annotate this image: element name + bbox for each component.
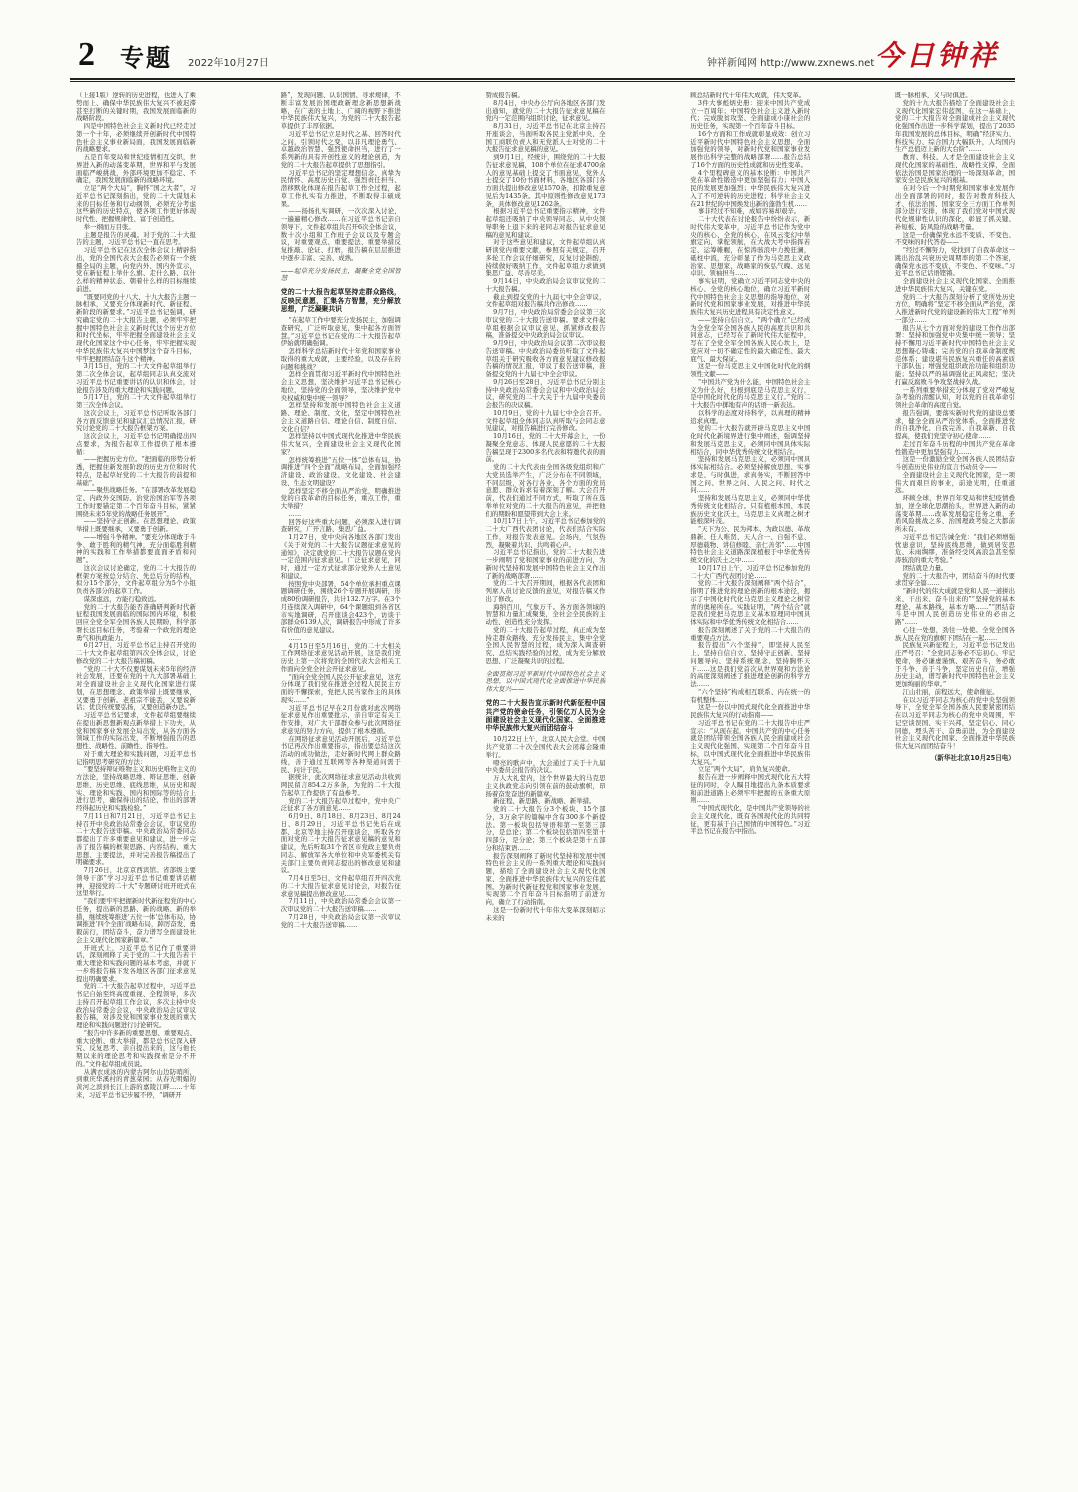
article-paragraph: 既一脉相承，又与时俱进。 — [895, 92, 972, 99]
article-paragraph: 6月27日，习近平总书记主持召开党的二十大文件起草组第四次全体会议，讨论修改党的二十大报告稿初稿。 — [76, 641, 196, 665]
article-paragraph: 9月9日，中央政治局会议第二次审议报告送审稿。中央政治局委员听取了文件起草组关于研究吸收各方面意见建议修改报告稿的情况汇报，审议了报告送审稿，准备提交党的十九届七中全会审议。 — [485, 339, 606, 378]
article-paragraph: “经过不懈努力，党找到了自我革命这一跳出治乱兴衰历史周期率的第二个答案，确保党永远不变质、不变色、不变味。”习近平总书记话语铿锵。 — [895, 246, 1015, 278]
article-paragraph: ——坚持守正创新。在思想理论、政策举措上既要继承，又要勇于创新。 — [76, 517, 196, 533]
article-paragraph: 海纳百川，气象万千。各方面各领域的智慧和力量汇成聚集，全社会全民族的主动性、创造性充分发挥。 — [485, 602, 606, 626]
article-paragraph: 10月9日，党的十九届七中全会召开。文件起草组全体同志认真听取与会同志意见建议，对报告稿进行完善修改。 — [485, 408, 606, 433]
article-paragraph: 在对今后一个时期党和国家事业发展作出全面部署的同时，报告对教育科技人才、依法治国、国家安全三方面工作单列部分进行安排，体现了我们党对中国式现代化规律性认识的深化，彰显了抓关键、补短板、防风险的战略考量。 — [895, 184, 1015, 231]
article-paragraph: 顾总结新时代十年伟大成就，伟大变革。 — [690, 92, 806, 99]
article-paragraph: 一系列重要举措充分体现了党对严峻复杂考验的清醒认知，对以党的自我革命引领社会革命的高度自觉。 — [895, 385, 1015, 409]
article-paragraph: 怎样科学总结新时代十年党和国家事业取得的重大成就，主要经验，以及存在的问题和挑战？ — [280, 347, 401, 371]
page-header — [70, 36, 1015, 74]
article-paragraph: “中国式现代化，是中国共产党领导的社会主义现代化，既有各国现代化的共同特征，更有基于自己国情的中国特色。”习近平总书记在报告中指出。 — [690, 804, 811, 836]
article-paragraph: 党的二十大报告起草过程中，习近平总书记自始至终高度重视、全程领导，多次主持召开起草组工作会议，多次主持中央政治局常委会会议，中央政治局会议审议报告稿，对涉及党和国家事业发展的重大理论和实践问题进行讨论研究。 — [76, 982, 196, 1029]
article-paragraph: 党的二十大报告中，团结奋斗的时代要求贯穿全篇…… — [895, 571, 1015, 588]
article-paragraph: 举一纲而万目张。 — [83, 222, 135, 231]
article-paragraph: 习近平总书记要求，文件起草组要继续在提出新思想新观点新举措上下功夫，从党和国家事业发展全局出发，从各方面各领域工作的实际出发，不断增强报告的思想性、战略性、前瞻性、指导性。 — [76, 711, 196, 750]
article-paragraph: 这是一份确保党永远不变质、不变色、不变味的时代答卷—— — [895, 230, 1015, 247]
issue-date: 2022年10月27日 — [188, 58, 269, 69]
article-paragraph: 走过百年奋斗历程的中国共产党在革命性锻造中更加坚强有力…… — [895, 439, 1015, 456]
section-title: 专题 — [120, 44, 172, 72]
byline-credit: （新华社北京10月25日电） — [930, 753, 1015, 762]
article-paragraph: 报告深刻阐释了新时代坚持和发展中国特色社会主义的一系列重大理论和实践问题，描绘了全面建设社会主义现代化国家、全面推进中华民族伟大复兴的宏伟蓝图。为新时代新征程党和国家事业发展，实现第二个百年奋斗目标指明了前进方向，确立了行动指南。 — [485, 851, 606, 907]
article-paragraph: 党的二十大召开期间，根据各代表团和列席人员讨论反馈的意见，对报告稿又作出了修改。 — [485, 579, 606, 603]
article-paragraph: “六个坚持”构成相互联系、内在统一的有机整体…… — [690, 687, 811, 704]
article-paragraph: 习近平总书记早在2月份就对此次网络征求意见作出重要批示，亲自审定有关工作安排，对广大干部群众参与此次网络征求意见的努力方向，提供了根本遵循。 — [280, 703, 401, 735]
article-column-3 — [486, 92, 606, 1467]
article-paragraph: 报告深刻阐述了关于党的二十大报告的重要观点方法。 — [690, 625, 811, 642]
article-paragraph: 7月26日，北京京西宾馆。省部级主要领导干部“学习习近平总书记重要讲话精神，迎接党的二十大”专题研讨班开班式在这里举行。 — [76, 866, 196, 898]
article-paragraph: 立足“两个大局”，肩负复兴使命。 — [697, 765, 794, 774]
article-paragraph: 事实证明，党确立习近平同志党中央的核心、全党的核心地位，确立习近平新时代中国特色社会主义思想的指导地位，对新时代党和国家事业发展，对推进中华民族伟大复兴历史进程具有决定性意义。 — [690, 277, 811, 316]
article-paragraph: 报告在进一步阐释中国式现代化五大特征的同时，令人瞩目地提出九条本质要求和前进道路上必须牢牢把握的五条重大原则…… — [690, 773, 811, 805]
article-paragraph: 主题是报告的灵魂。对于党的二十大报告的主题，习近平总书记一直在思考。 — [76, 230, 196, 247]
article-paragraph: 报告提出“六个坚持”，即坚持人民至上、坚持自信自立、坚持守正创新、坚持问题导向、坚持系统观念、坚持胸怀天下……这是我们党首次从世界观和方法论的高度深刻阐述了推进理论创新的科学方法…… — [690, 641, 811, 688]
article-paragraph: “面向全党全国人民公开征求意见，这充分体现了我们党在推进全过程人民民主方面的不懈探索，党把人民当家作主的具体现实……” — [280, 672, 401, 704]
article-paragraph: “新时代的伟大成就是党和人民一道拼出来、干出来、奋斗出来的”“坚持党的基本理论、基本路线、基本方略……”“团结奋斗是中国人民创造历史伟业的必由之路”…… — [895, 587, 1015, 626]
section-subheading: 党的二十大报告宣示新时代新征程中国共产党的使命任务，引领亿万人民为全面建设社会主义现代化国家、全面推进中华民族伟大复兴而团结奋斗 — [485, 699, 606, 733]
article-paragraph: 据统计，此次网络征求意见活动共收到网民留言854.2万多条，为党的二十大报告起草工作提供了有益参考。 — [280, 773, 401, 797]
article-paragraph: 在以习近平同志为核心的党中央坚强领导下，全党全军全国各族人民要紧密团结在以习近平同志为核心的党中央周围，牢记空谈误国、实干兴邦，坚定信心、同心同德，埋头苦干、奋勇前进，为全面建设社会主义现代化国家、全面推进中华民族伟大复兴而团结奋斗！ — [895, 695, 1015, 750]
article-paragraph: 16个方面和工作成就彰显成效：创立习近平新时代中国特色社会主义思想，全面加强党的领导，对新时代党和国家事业发展作出科学完整的战略部署……报告总结了16个方面的历史性成就和历史性变革。 — [690, 129, 811, 169]
article-paragraph: 开班式上，习近平总书记作了重要讲话，深刻阐释了关于党的二十大报告若干重大理论和实践问题的基本考虑，并就下一步将报告稿下发各地区各部门征求意见提出明确要求。 — [76, 943, 196, 983]
article-paragraph: 立足“两个大局”，胸怀“国之大者”，习近平总书记深刻指出，党的二十大谋划未来的目标任务和行动纲领，必须充分考虑这些新的历史特点，使各项工作更好体现时代性、把握规律性、富于创造性。 — [76, 184, 196, 223]
article-paragraph: “既要同党的十八大、十九大报告主题一脉相承，又要充分体现新时代、新征程、新阶段的新要求。”习近平总书记强调，研究确定党的二十大报告主题，必须牢牢把握中国特色社会主义新时代这个历史方位和时代坐标，牢牢把握全面建设社会主义现代化国家这个中心任务，牢牢把握实现中华民族伟大复兴中国梦这个奋斗目标，牢牢把握团结奋斗这个精神。 — [76, 292, 196, 363]
article-paragraph: 全面建设社会主义现代化国家，是一项伟大而艰巨的事业，前途光明，任重道远。 — [895, 470, 1015, 495]
article-paragraph: 4个里程碑意义的基本论断：中国共产党在革命性锻造中更加坚强有力；中国人民的发展更加强烈；中华民族伟大复兴进入了不可逆转的历史进程；科学社会主义在21世纪的中国焕发出新的蓬勃生机…… — [690, 168, 811, 208]
article-paragraph: 报告强调，要落实新时代党的建设总要求，健全全面从严治党体系，全面推进党的自我净化、自我完善、自我革新、自我提高，使我们党坚守初心使命…… — [895, 408, 1015, 440]
article-paragraph: 教育、科技、人才是全面建设社会主义现代化国家的基础性、战略性支撑，全面依法治国是国家治理的一场深刻革命，国家安全是民族复兴的根基。 — [895, 153, 1015, 185]
article-paragraph: 1月27日，党中央向各地区各部门发出《关于对党的二十大报告议题征求意见的通知》，决定就党的二十大报告议题在党内一定范围内征求意见。广泛征求意见，同时，通过一定方式征求部分党外人士意见和建议。 — [280, 533, 401, 580]
article-paragraph: 3月15日，党的二十大文件起草组举行第二次全体会议，起草组同志认真交流对习近平总书记重要讲话的认识和体会，讨论报告涉及的重大理论和实践问题。 — [76, 362, 196, 394]
article-paragraph: 到9月1日，经统计，围绕党的二十大报告征求意见稿，108个单位在征求4700余人的意见基础上提交了书面意见，党外人士提交了10份书面材料，各地区各部门各方面共提出修改意见1570条，扣除重复意见后为1435条。其中原则性修改意见173条，具体修改意见1262条。 — [485, 153, 606, 208]
article-paragraph: 事非经过不知难，成如容易却艰辛。 — [697, 207, 801, 216]
article-paragraph: 心往一处想，劲往一处使。全党全国各族人民在党的旗帜下团结在一起…… — [895, 625, 1015, 642]
article-paragraph: 环顾全球，世界百年变局和世纪疫情叠加，逆全球化思潮抬头，世界进入新的动荡变革期……改革发展稳定任务之重、矛盾风险挑战之多、治国理政考验之大都前所未有。 — [895, 494, 1015, 533]
article-paragraph: 9月14日，中央政治局会议审议党的二十大报告稿。 — [485, 277, 606, 293]
article-paragraph: 路”，发现问题、认识国情、寻求规律，不断丰富发展治国理政新理念新思想新战略，在广袤的土地上、广阔的视野下推进中华民族伟大复兴，为党的二十大报告起草提供了丰厚依据。 — [280, 92, 401, 130]
article-paragraph: 怎样全面贯彻习近平新时代中国特色社会主义思想，坚决维护习近平总书记核心地位，坚持党的全面领导，坚决维护党中央权威和集中统一领导？ — [280, 370, 401, 402]
article-paragraph: 怎样坚持和发展中国特色社会主义道路、理论、制度、文化，坚定中国特色社会主义道路自信、理论自信、制度自信、文化自信？ — [280, 401, 401, 433]
article-paragraph: 党的二十大报告就开辟马克思主义中国化时代化新境界进行集中阐述，强调坚持和发展马克思主义，必须同中国具体实际相结合，同中华优秀传统文化相结合。 — [690, 424, 811, 456]
article-paragraph: “我们要牢牢把握新时代新征程党的中心任务，提出新的思路、新的战略、新的举措，继续统筹推进‘五位一体’总体布局，协调推进‘四个全面’战略布局，踔厉奋发、勇毅前行，团结奋斗，奋力谱写全面建设社会主义现代化国家新篇章。” — [76, 897, 196, 944]
article-paragraph: 以科学的态度对待科学，以真理的精神追求真理。 — [690, 408, 811, 425]
article-paragraph: 10月17日上午，习近平总书记参加党的二十大广西代表团讨论…… — [690, 563, 811, 580]
article-column-5 — [895, 92, 1015, 1467]
article-paragraph: “在起草工作中要充分发扬民主，加强调查研究，广泛听取意见，集中起各方面智慧。”习近平总书记在党的二十大报告起草伊始就明确强调。 — [280, 316, 401, 348]
article-paragraph: 根据习近平总书记重要指示精神，文件起草组还吸纳了中央领导同志、从中央领导职务上退下来的老同志对报告征求意见稿的意见和建议。 — [485, 207, 606, 239]
article-paragraph: 全面建设社会主义现代化国家、全面推进中华民族伟大复兴，关键在党。 — [895, 277, 1015, 293]
article-paragraph: 怎样坚持以中国式现代化推进中华民族伟大复兴，全面建设社会主义现代化国家？ — [280, 432, 401, 456]
article-paragraph: 党的二十大报告分3个板块、15个部分，3万余字的篇幅中含有300多个新提法。第一板块包括导语和第一至第三部分，是总论；第二个板块包括第四至第十四部分，是分论；第三个板块是第十五部分和结束语…… — [485, 805, 606, 852]
article-paragraph: 对于重大理论和实践问题，习近平总书记指明思考研究的方法： — [76, 749, 196, 766]
article-paragraph: 怎样统筹推进“五位一体”总体布局，协调推进“四个全面”战略布局，全面加强经济建设、政治建设、文化建设、社会建设、生态文明建设？ — [280, 455, 401, 487]
article-paragraph: ——聚焦战略任务。“在部署改革发展稳定、内政外交国防、治党治国治军等各项工作时要锚定第二个百年奋斗目标，紧紧围绕未来5年党的战略任务展开”。 — [76, 486, 196, 518]
section-subheading: 党的二十大报告起草坚持走群众路线，反映民意愿，汇集各方智慧，充分解放思想，广泛凝聚共识 — [280, 288, 401, 313]
article-paragraph: 5月17日，党的二十大文件起草组举行第三次全体会议。 — [76, 393, 196, 409]
article-paragraph: 嘹亮的歌声中，大会通过了关于十九届中央委员会报告的决议。 — [485, 758, 606, 775]
article-paragraph: 习近平总书记告诫全党：“我们必须增强忧患意识，坚持底线思维，做到居安思危、未雨绸缪，准备经受风高浪急甚至惊涛骇浪的重大考验。” — [895, 532, 1015, 564]
article-paragraph: 习近平总书记的坚定理想信念、真挚为民情怀、高度历史自觉、强烈责任担当、潜移默化体现在报告起草工作全过程，起草工作扎实有力推进，不断取得丰硕成果。 — [280, 168, 401, 208]
article-paragraph: 7月28日，中央政治局会议第一次审议党的二十大报告送审稿…… — [280, 912, 401, 929]
article-paragraph: 8月4日，中央办公厅向各地区各部门发出通知，就党的二十大报告征求意见稿在党内一定范围内组织讨论，征求意见。 — [485, 98, 606, 123]
article-paragraph: 二十大代表在讨论报告中纷纷表示，新时代伟大变革中，习近平总书记作为党中央的核心、全党的核心，在风云变幻中举旗定向、掌舵领航，在大战大考中指挥若定、运筹帷幄，在惊涛骇浪中力挽狂澜，砥柱中流，充分彰显了作为马克思主义政治家、思想家、战略家的恢弘气魄、远见卓识、领袖担当…… — [690, 215, 811, 278]
article-column-2 — [281, 92, 401, 1467]
article-column-1 — [76, 92, 196, 1467]
article-paragraph: 9月7日，中央政治局常委会会议第三次审议党的二十大报告送审稿。要求文件起草组根据会议审议意见，抓紧修改报告稿，准备提交中央政治局会议审议。 — [485, 308, 606, 340]
article-paragraph: 7月4日至5日，文件起草组召开四次党的二十大报告征求意见讨论会，对报告征求意见稿提出修改意见…… — [280, 874, 401, 898]
article-paragraph: 这次会议上，习近平总书记听取各部门各方面反馈意见和建议汇总情况汇报，研究讨论党的二十大报告框架方案。 — [76, 408, 196, 433]
section-kicker: 全面贯彻习近平新时代中国特色社会主义思想，以中国式现代化全面推进中华民族伟大复兴—— — [485, 669, 606, 694]
article-paragraph: 民族复兴新征程上，习近平总书记发出庄严号召：“全党同志务必不忘初心、牢记使命，务必谦虚谨慎、艰苦奋斗，务必敢于斗争、善于斗争，坚定历史自信，增强历史主动，谱写新时代中国特色社会主义更加绚丽的华章。” — [895, 641, 1015, 688]
article-paragraph: （上接1版）逆转的历史进程，也进入了乘势而上、确保中华民族伟大复兴不被迟滞甚至打断的关键时期，我国发展面临新的战略阶段。 — [76, 92, 196, 123]
article-paragraph: 按照党中央部署，54个单位承担重点课题调研任务，围绕26个专题开展调研，形成80份调研报告，共计132.7万字。在3个月连续深入调研中，64个课题组到各省区市实地调研，召开座谈会423个，访谈干部群众6139人次，调研报告中形成了许多有价值的意见建议。 — [280, 579, 401, 635]
header-rule-thin — [70, 81, 1015, 82]
article-paragraph: 10月16日，党的二十大开幕会上，一份凝聚全党意志、体现人民意愿的二十大报告稿呈现于2300多名代表和特邀代表的面前。 — [485, 432, 606, 464]
article-paragraph: 习近平总书记在党的二十大报告中庄严宣示：“从现在起，中国共产党的中心任务就是团结带领全国各族人民全面建成社会主义现代化强国、实现第二个百年奋斗目标，以中国式现代化全面推进中华民族伟大复兴。” — [690, 718, 811, 766]
article-paragraph: ——增强斗争精神。“要充分体现敢于斗争、敢于胜利的精气神，充分面临胜利精神的实践和工作举措都要直面矛盾和问题”。 — [76, 532, 196, 564]
article-paragraph: “党的二十大不仅要谋划未来5年的经济社会发展，还要在党的十九大部署基础上对全面建设社会主义现代化国家进行谋划，在思想理念、政策举措上既要继承，又要勇于创新。老祖宗不能丢，又要说新话；优良传统要弘扬，又要创造新办法。” — [76, 664, 196, 712]
article-paragraph: 党的二十大报告起草过程，真正成为坚持走群众路线、充分发扬民主、集中全党全国人民智慧的过程，成为深入调查研究、总结实践经验的过程，成为充分解放思想、广泛凝聚共识的过程。 — [485, 625, 606, 665]
article-paragraph: …… — [288, 509, 302, 518]
article-paragraph: 五是百年变局和世纪疫情相互交织，世界进入新的动荡变革期，世界和平与发展面临严峻挑战，外部环境更加不稳定、不确定，我国发展面临新的战略环境。 — [76, 153, 196, 185]
article-paragraph: 回答好这些重大问题，必须深入进行调查研究，广开言路、集思广益。 — [280, 517, 401, 534]
article-paragraph: 这次会议讨论确定，党的二十大报告的框架方案按总分结合、先总后分的结构，拟分15个部分，文件起草组分为5个小组负责各部分的起草工作。 — [76, 563, 196, 595]
article-paragraph: 9月26日至28日，习近平总书记分别主持中央政治局常委会会议和中央政治局会议，研究党的二十大关于十九届中央委员会报告的决议稿。 — [485, 377, 606, 409]
article-paragraph: 谋深虑远，方能行稳致远。 — [83, 594, 161, 603]
article-paragraph: 坚持和发展马克思主义，必须同中国具体实际相结合。必须坚持解放思想、实事求是、与时俱进，求真务实，不断回答中国之问、世界之问、人民之问、时代之问…… — [690, 455, 811, 495]
article-paragraph: ——把握历史方位。“把面临的形势分析透，把握住新发展阶段的历史方位和时代特点，是起草好党的二十大报告的前提和基础”。 — [76, 455, 196, 487]
article-paragraph: 新征程、新思路、新战略、新举措。 — [493, 797, 596, 806]
article-paragraph: 怎样坚定不移全面从严治党，明确推进党的自我革命的目标任务，重点工作，重大举措？ — [280, 486, 401, 511]
article-paragraph: “报告中许多新的重要思想、重要观点、重大论断、重大举措，都是总书记深入研究、反复思考、亲自提出来的，这与他长期以来的理论思考和实践探索是分不开的。”文件起草组成员说。 — [76, 1028, 196, 1068]
article-paragraph: 万人大礼堂内，这个世界最大的马克思主义执政党志向引领在前的鼓动旗帜，昂扬着奋发奋进的新篇章。 — [485, 774, 606, 798]
article-paragraph: 7月11日，中央政治局常委会会议第一次审议党的二十大报告送审稿…… — [280, 897, 401, 914]
article-paragraph: 党的十九大报告描绘了全面建设社会主义现代化国家宏伟蓝图，在这一基础上，党的二十大报告对全面建成社会主义现代化强国作出进一步科学谋划，提出了2035年我国发展的总体目标，明确“经济实力、科技实力、综合国力大幅跃升，人均国内生产总值迈上新的大台阶”…… — [895, 98, 1015, 154]
article-paragraph: 这次会议上，习近平总书记明确提出四点要求，为报告起草工作提供了根本遵循： — [76, 432, 196, 456]
article-paragraph: 这是一份激励全党全国各族人民团结奋斗创造历史伟业的宣言书动员令—— — [895, 455, 1015, 471]
article-paragraph: “要坚持辩证唯物主义和历史唯物主义的方法论，坚持战略思维、辩证思维、创新思维、历史思维、底线思维，从历史和现实、理论和实践、国内和国际等的结合上进行思考，确保得出的结论，作出的部署经得起历史和实践检验。” — [76, 765, 196, 812]
article-paragraph: 党的二十大报告深刻阐释“两个结合”，指明了推进党的理论创新的根本途径，揭示了中国化时代化马克思主义理论之树常青的奥秘所在。实践证明，“两个结合”就是我们党把马克思主义基本原理同中国具体实际和中华优秀传统文化相结合…… — [690, 579, 811, 626]
article-paragraph: 4月15日至5月16日，党的二十大相关工作网络征求意见活动开展，这是我们党历史上第一次将党的全国代表大会相关工作面向全党全社会开征求意见。 — [280, 641, 401, 673]
header-rule — [70, 78, 1015, 80]
article-paragraph: 习近平总书记指出，党的二十大报告进一步阐明了党和国家事业的前进方向，为新时代坚持和发展中国特色社会主义作出了新的战略部署…… — [485, 548, 606, 580]
article-paragraph: 党的二十大报告起草过程中，党中央广泛征求了各方面意见…… — [280, 796, 401, 813]
article-paragraph: “天下为公、民为邦本、为政以德、革故鼎新、任人唯贤、天人合一、自强不息、厚德载物、讲信修睦、亲仁善邻”……中国特色社会主义道路深深植根于中华优秀传统文化的沃土之中…… — [690, 525, 811, 564]
article-paragraph: 在网络征求意见活动开展后，习近平总书记再次作出重要指示，指出要总结这次活动的成功做法，走好新时代网上群众路线，善于通过互联网等各种渠道问需于民、问计于民。 — [280, 734, 401, 774]
article-paragraph: 对于这些意见和建议，文件起草组认真研读党内重要文献，参照有关规定，召开多轮工作会议仔细研究，反复讨论斟酌，持续做好吸纳工作，文件起草组力求做到集思广益、尽善尽美。 — [485, 238, 606, 278]
article-paragraph: 报告从七个方面对党的建设工作作出部署：坚持和加强党中央集中统一领导；坚持不懈用习近平新时代中国特色社会主义思想凝心铸魂；完善党的自我革命制度规范体系；建设堪当民族复兴重任的高素质干部队伍；增强党组织政治功能和组织功能；坚持以严的基调强化正风肃纪；坚决打赢反腐败斗争攻坚战持久战。 — [895, 323, 1015, 386]
article-paragraph: …… — [288, 633, 302, 642]
article-paragraph: 团结就是力量。 — [902, 563, 948, 572]
article-paragraph: 截止到提交党的十九届七中全会审议，文件起草组对报告稿共作出修改…… — [485, 292, 606, 309]
article-paragraph: 赞成报告稿。 — [485, 92, 524, 99]
article-paragraph: 习近平总书记立足时代之基、回答时代之问，引领时代之变，以非凡理论勇气、卓越政治智慧、强烈使命担当，进行了一系列新的具有开创性意义的理论创造，为党的二十大报告起草提供了思想指引。 — [280, 129, 401, 169]
article-paragraph: “中国共产党为什么能，中国特色社会主义为什么好，归根到底是马克思主义行，是中国化时代化的马克思主义行。”党的二十大报告中掷地有声的话语一新表达。 — [690, 377, 811, 409]
article-paragraph: 四是中国特色社会主义新时代已经走过第一个十年，必须继续开创新时代中国特色社会主义事业新局面，我国发展面临新的战略要求。 — [76, 122, 196, 154]
site-url: 钟祥新闻网 http://www.zxnews.net — [707, 58, 875, 69]
article-paragraph: 习近平总书记在这次全体会议上精辟指出，党的全国代表大会报告必须有一个统摄全局的主题，向党内外、国内外宣示，党在新征程上举什么旗、走什么路、以什么样的精神状态、朝着什么样的目标继续前进。 — [76, 246, 196, 293]
article-paragraph: 6月9日、8月18日、8月23日、8月24日、8月29日，习近平总书记先后在成都、北京等地主持召开座谈会，听取各方面对党的二十大报告征求意见稿的意见和建议，先后听取31个省区市党政主要负责同志、解放军各大单位和中央军委机关有关部门主要负责同志提出的修改意见和建议。 — [280, 812, 401, 875]
newspaper-logo: 今日钟祥 — [875, 39, 1000, 72]
article-paragraph: 坚持和发展马克思主义，必须同中华优秀传统文化相结合。只有植根本国、本民族历史文化沃土，马克思主义真理之树才能根深叶茂。 — [690, 494, 811, 526]
article-paragraph: 这是一份新时代十年伟大变革深刻昭示未来的 — [485, 905, 606, 922]
article-paragraph: ——坚持自信自立。“两个确立”已经成为全党全军全国各族人民的高度共识和共同意志，已经写在了新时代伟大征程中，写在了全党全军全国各族人民心坎上，是党应对一切不确定性的最大确定性、最大底气、最大保证。 — [690, 315, 811, 363]
section-kicker: ——起草充分发扬民主，凝聚全党全国智慧 — [280, 266, 401, 283]
article-paragraph: 10月22日上午，北京人民大会堂。中国共产党第二十次全国代表大会闭幕会隆重举行。 — [485, 735, 606, 759]
article-paragraph: 7月11日和7月21日，习近平总书记主持召开中央政治局常委会会议，审议党的二十大报告送审稿。中央政治局常委同志都提出了许多重要意见和建议，进一步完善了报告稿的框架思路、内容结构、重大思想、主要提法，并对完善报告稿提出了明确要求。 — [76, 811, 196, 867]
article-paragraph: 8月31日，习近平总书记在北京主持召开座谈会，当面听取各民主党派中央、全国工商联负责人和无党派人士对党的二十大报告征求意见稿的意见。 — [485, 122, 606, 154]
article-paragraph: 党的二十大报告深刻分析了党所处历史方位，明确将“坚定不移全面从严治党，深入推进新时代党的建设新的伟大工程”单列一部分…… — [895, 292, 1015, 324]
article-paragraph: 3件大事彪炳史册：迎来中国共产党成立一百周年；中国特色社会主义进入新时代；完成脱贫攻坚、全面建成小康社会的历史任务，实现第一个百年奋斗目标。 — [690, 98, 811, 130]
article-paragraph: 这是一份以中国式现代化全面推进中华民族伟大复兴的行动指南—— — [690, 703, 811, 719]
page-number: 2 — [78, 36, 95, 73]
article-paragraph: 党的二十大代表由全国各级党组织和广大党员选举产生，广泛分布在不同领域，不同层级，对各行各业、各个方面的党员意愿、群众诉求有着深刻了解。大会召开前，代表们通过不同方式，听取了所在选举单位对党的二十大报告的意见，并把他们的期盼和愿望带到大会上来。 — [485, 463, 606, 518]
article-paragraph: 10月17日上午，习近平总书记参加党的二十大广西代表团讨论，代表们结合实际工作，对报告发表意见。会场内，气氛热烈，凝聚着共识、共鸣着心声。 — [485, 517, 606, 549]
article-paragraph: 江山壮丽，前程远大，使命催征。 — [902, 687, 999, 696]
article-paragraph: 这是一份马克思主义中国化时代化的纲领性文献—— — [690, 362, 811, 378]
article-body — [76, 92, 1015, 1467]
article-paragraph: ——扬扬扎实调研，一次次深入讨论，一遍遍精心修改……在习近平总书记亲自领导下，文件起草组共召开6次全体会议，数十次小组和工作班子会议以及专题会议，对重要观点、重要提法、重要举措反复推敲、论证、打磨，报告稿在层层推进中逐步丰富、完善、成熟。 — [280, 207, 401, 262]
article-paragraph: 从满衣成冰的内蒙古阿尔山边防哨所，到重庆华溪村的青葱菜园；从春光明媚的黄河之滨到长江上游的嘉陵江畔……十年来，习近平总书记步履不停，“调研开 — [76, 1067, 196, 1099]
article-paragraph: 党的二十大报告能否准确研判新时代新征程我国发展面临的国际国内环境，积极回应全党全军全国各族人民期盼，科学部署长远目标任务，考验着一个政党的理论勇气和执政能力。 — [76, 602, 196, 642]
article-column-4 — [690, 92, 810, 1467]
